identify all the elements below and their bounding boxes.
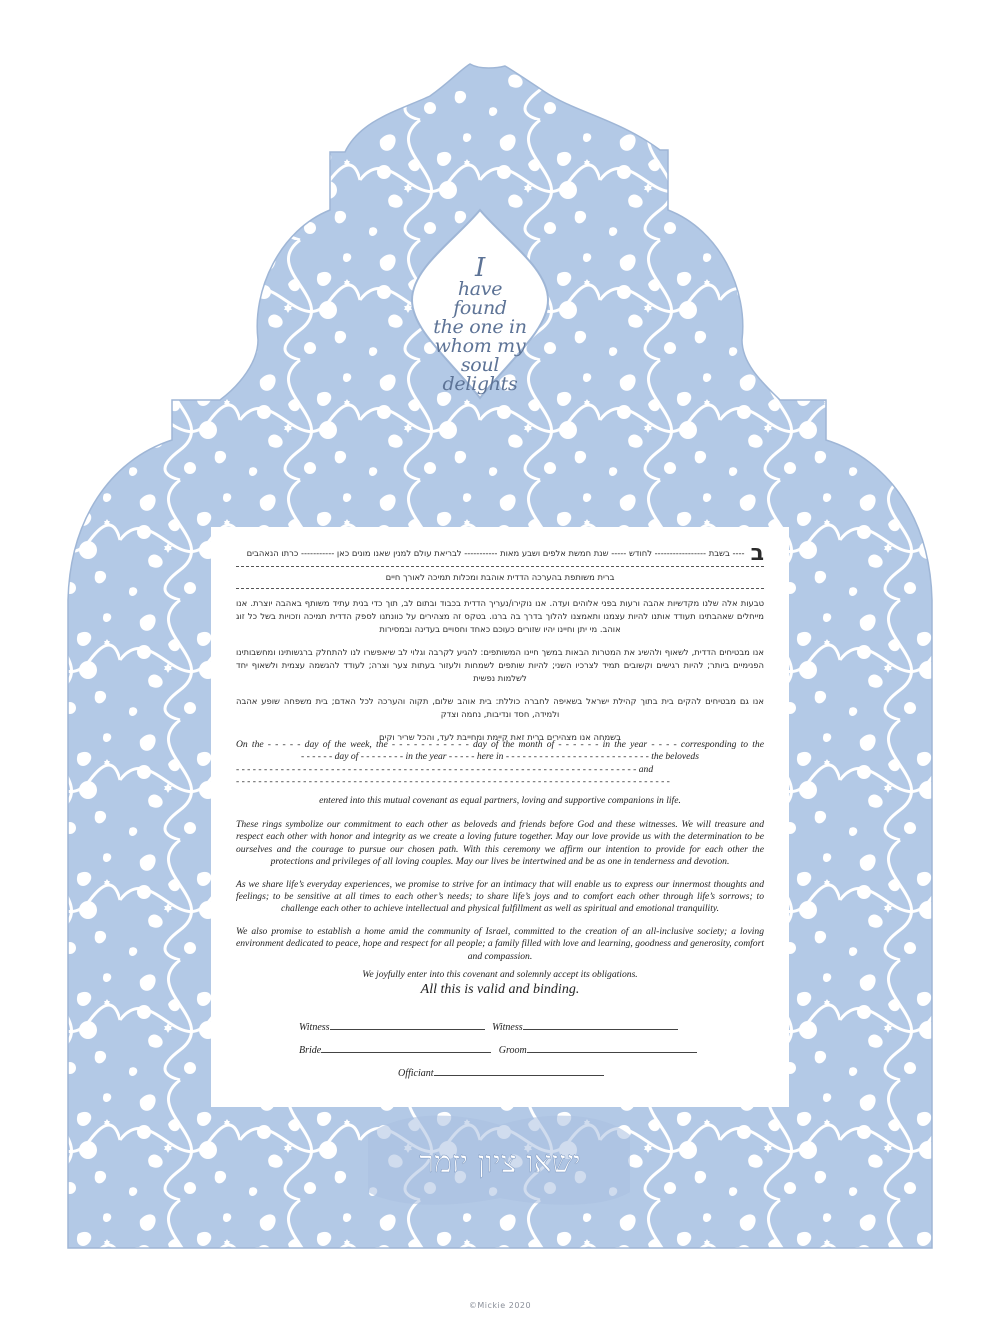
english-covenant-line: entered into this mutual covenant as equal partners, loving and supportive companions in life. [319,794,681,806]
witness-2-signature-line[interactable] [523,1020,678,1030]
bride-signature-line[interactable] [321,1043,491,1053]
english-fill-line: - - - - - - day of - - - - - - - - in the year - - - - - here in - - - - - - - - - - - - - - - - - - - - - - - - - - the beloveds [301,751,699,763]
fill-text: and [638,763,654,775]
signature-row [299,1043,697,1056]
english-section [236,739,764,998]
motto-line: found [453,297,507,319]
english-fill-line: - - - - - - - - - - - - - - - - - - - - - - - - - - - - - - - - - - - - - - - - - - - - - - - - - - - - - - - - - - - - - - - - - - - - - - - - and [236,763,654,775]
signature-row [299,1020,678,1033]
groom-signature-line[interactable] [527,1043,697,1053]
motto-line: soul [460,354,500,376]
ketubah-text-panel [211,527,789,1107]
hebrew-paragraph: אנו מבטיחים הדדית, לשאוף ולהשיג את המטרות הבאות במשך חיינו המשותפים: להגיע לקרבה וגלוי לב שיאפשרו לנו להתחלק ברגשותינו ומחשבותינו הפנימיים ביותר; להיות רגישים וקשובים תמיד לצרכיו השני; להיות שותפים לשמחות ולעזור בעתות צער וצרה; לעודד להגשמה עצמית ולשאוף יחד לשלמות נפשית [236,647,764,683]
signature-row [398,1066,604,1079]
english-paragraph: We also promise to establish a home amid the community of Israel, committed to the creation of an all-inclusive society; a loving environment dedicated to peace, hope and respect for all people; a family filled with love and learning, goodness and generosity, comfort and compassion. [236,925,764,962]
english-binding-statement: All this is valid and binding. [420,981,580,997]
motto-line: delights [442,373,518,395]
fill-text: On the [236,739,264,750]
divider [236,566,764,567]
hebrew-closing: בשמחה אנו מצהירים ברית זאת קיימת ומחייבת לעד, והכל שריר וקים [379,732,621,742]
fill-text: corresponding to the [680,739,764,750]
english-closing: We joyfully enter into this covenant and solemnly accept its obligations. [362,969,638,981]
officiant-signature-line[interactable] [434,1066,604,1076]
fill-text: in the year [405,751,447,763]
hebrew-paragraph: אנו גם מבטיחים להקים בית בתוך קהילת ישראל בשאיפה לחברה כוללת: בית אוהב שלום, תקוה והערכה לכל האדם; בית משפחה שופע אהבה ולמידה, חסד ונדיבות, נחמה וצדק [236,696,764,719]
english-paragraph: These rings symbolize our commitment to each other as beloveds and friends before God and these witnesses. We will treasure and respect each other with honor and integrity as we create a loving future together. May our love provide us with the determination to be ourselves and the courage to pursue our chosen path. With this ceremony we affirm our intention to provide for each other the protections and privileges of all loving couples. May our lives be intertwined and be as one in tenderness and devotion. [236,819,764,868]
fill-text: the beloveds [651,751,699,763]
english-fill-line: - - - - - - - - - - - - - - - - - - - - - - - - - - - - - - - - - - - - - - - - - - - - - - - - - - - - - - - - - - - - - - - - - - - - - - - - - - - - - - [236,776,670,788]
bottom-hebrew-blessing: ישאו ציון יזמר [419,1145,581,1180]
divider [236,588,764,589]
groom-label: Groom [498,1045,527,1056]
hebrew-heading: ברית משותפת בהערכה הדדית אוהבת ומכלות תמיכה לאורך חיים [385,572,615,582]
bride-label: Bride [299,1045,322,1056]
artist-credit: ©Mickie 2020 [468,1301,532,1310]
motto-line: the one in [433,316,527,338]
witness-1-label: Witness [299,1022,330,1033]
motto-line: I [475,253,485,283]
witness-1-signature-line[interactable] [330,1020,485,1030]
officiant-label: Officiant [398,1068,434,1079]
hebrew-paragraph: טבעות אלה שלנו מקדשיות אהבה ורעות בפני אלוהים ועדה. אנו נוקירו/נעריך הדדית בכבוד ובתום לב, תוך כדי בנית עתיד משותף באהבה יוצרת. אנו מייחלים שאהבתינו תעודד אותנו להיות עצמנו ותאמצנו להלוך בדרך בה ברנו. בטקס זה מצהירים על כוונתנו לספק הדדית תמיכה וזכויות בשל כל זוג אוהב. מי יתן וחיינו יהיו שזורים כעוכם כאחד וחסויים בעדינה ובמסירות [236,598,764,634]
witness-2-label: Witness [492,1022,523,1033]
motto-quote [405,253,555,395]
fill-text: in the year [602,739,648,750]
english-fill-line: On the - - - - - day of the week, the - - - - - - - - - - - day of the month of - - - - - - in the year - - - - corresponding to the [236,739,764,750]
motto-line: have [457,278,503,300]
hebrew-initial-letter: ב [750,541,764,566]
fill-text: here in [476,751,504,763]
fill-text: day of the month of [472,739,555,750]
motto-line: whom my [434,335,526,357]
hebrew-section [236,541,764,744]
fill-text: day of [334,751,359,763]
hebrew-date-line: ---- בשבת ----------------- לחודש ----- שנת חמשת אלפים ושבע מאות ----------- לבריאת עולם למנין שאנו מונים כאן ----------- כרתו הנאהבים [246,548,745,558]
english-paragraph: As we share life’s everyday experiences, we promise to strive for an intimacy that will enable us to express our innermost thoughts and feelings; to be sensitive at all times to each other’s needs; to share life’s joys and to comfort each other through life’s sorrows; to challenge each other to achieve intellectual and physical fulfillment as well as spiritual and emotional tranquility. [236,878,764,915]
fill-text: day of the week, the [304,739,388,750]
